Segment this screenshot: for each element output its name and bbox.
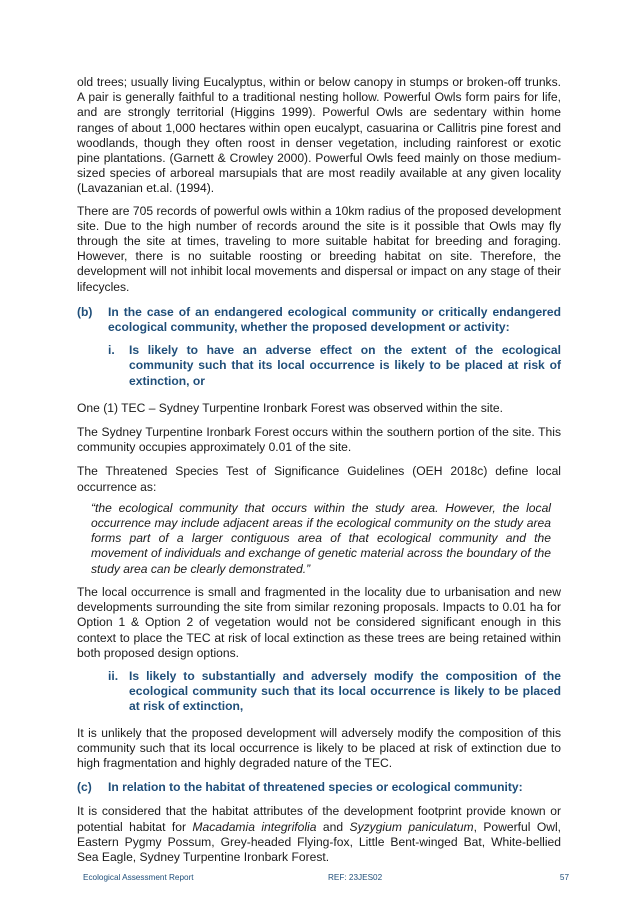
- heading-c-text: In relation to the habitat of threatened species or ecological community:: [108, 780, 523, 795]
- quote-local-occurrence: “the ecological community that occurs within the study area. However, the local occurrence may include adjacent areas if the ecological community on the study area forms part of a larger contiguous area of that ecological community and the movement of individuals and exchange of genetic material across the boundary of the study area can be clearly demonstrated.”: [91, 500, 551, 576]
- species-name-macadamia: Macadamia integrifolia: [192, 819, 317, 834]
- heading-b: [77, 305, 561, 335]
- paragraph-fragmentation: The local occurrence is small and fragmented in the locality due to urbanisation and new developments surrounding the site from similar rezoning proposals. Impacts to 0.01 ha for Option 1 & Option 2 of vegetation would not be considered significant enough in this context to place the TEC at risk of local extinction as these trees are being retained within both proposed design options.: [77, 584, 561, 660]
- heading-b-text: In the case of an endangered ecological community or critically endangered ecological community, whether the proposed development or activity:: [108, 304, 561, 335]
- footer-reference: REF: 23JES02: [328, 873, 383, 882]
- heading-i-text: Is likely to have an adverse effect on the extent of the ecological community such that its local occurrence is likely to be placed at risk of extinction, or: [129, 343, 561, 388]
- heading-i-label: i.: [108, 343, 115, 358]
- heading-ii-text: Is likely to substantially and adversely modify the composition of the ecological community such that its local occurrence is likely to be placed at risk of extinction,: [129, 668, 561, 714]
- paragraph-owl-habitat: old trees; usually living Eucalyptus, within or below canopy in stumps or broken-off trunks. A pair is generally faithful to a traditional nesting hollow. Powerful Owls form pairs for life, and are strongly territorial (Higgins 1999). Powerful Owls are sedentary within home ranges of about 1,000 hectares within open eucalypt, casuarina or Callitris pine forest and woodlands, though they often roost in denser vegetation, including rainforest or exotic pine plantations. (Garnett & Crowley 2000). Powerful Owls feed mainly on those medium-sized species of arboreal marsupials that are most readily available at any given locality (Lavazanian et.al. (1994).: [77, 75, 561, 196]
- paragraph-tec-observed: One (1) TEC – Sydney Turpentine Ironbark Forest was observed within the site.: [77, 400, 503, 415]
- heading-c-label: (c): [77, 780, 92, 795]
- species-name-syzygium: Syzygium paniculatum: [349, 819, 474, 834]
- page-content: [77, 75, 561, 872]
- footer-page-number: 57: [559, 873, 569, 882]
- heading-b-label: (b): [77, 304, 93, 319]
- paragraph-composition: It is unlikely that the proposed development will adversely modify the composition of this community such that its local occurrence is likely to be placed at risk of extinction due to high fragmentation and highly degraded nature of the TEC.: [77, 725, 561, 770]
- footer-report-title: Ecological Assessment Report: [83, 873, 194, 882]
- paragraph-local-occurrence: The Threatened Species Test of Significance Guidelines (OEH 2018c) define local occurrence as:: [77, 464, 561, 494]
- paragraph-tec-location: The Sydney Turpentine Ironbark Forest occurs within the southern portion of the site. This community occupies approximately 0.01 of the site.: [77, 425, 561, 455]
- paragraph-owl-records: There are 705 records of powerful owls within a 10km radius of the proposed development site. Due to the high number of records around the site is it possible that Owls may fly through the site at times, traveling to more suitable habitat for breeding and foraging. However, there is no suitable roosting or breeding habitat on site. Therefore, the development will not inhibit local movements and dispersal or impact on any stage of their lifecycles.: [77, 203, 561, 294]
- heading-c: [77, 780, 561, 795]
- heading-ii: [77, 669, 561, 715]
- heading-ii-label: ii.: [108, 668, 119, 683]
- paragraph-habitat-attributes: [77, 804, 561, 865]
- habitat-text-and: and: [316, 819, 350, 834]
- habitat-text-end: , Powerful Owl, Eastern Pygmy Possum, Grey-headed Flying-fox, Little Bent-winged Bat, White-bellied Sea Eagle, Sydney Turpentine Ironbark Forest.: [77, 819, 562, 864]
- habitat-text-start: It is considered that the habitat attributes of the development footprint provide known or potential habitat for: [77, 804, 561, 834]
- heading-i: [77, 343, 561, 389]
